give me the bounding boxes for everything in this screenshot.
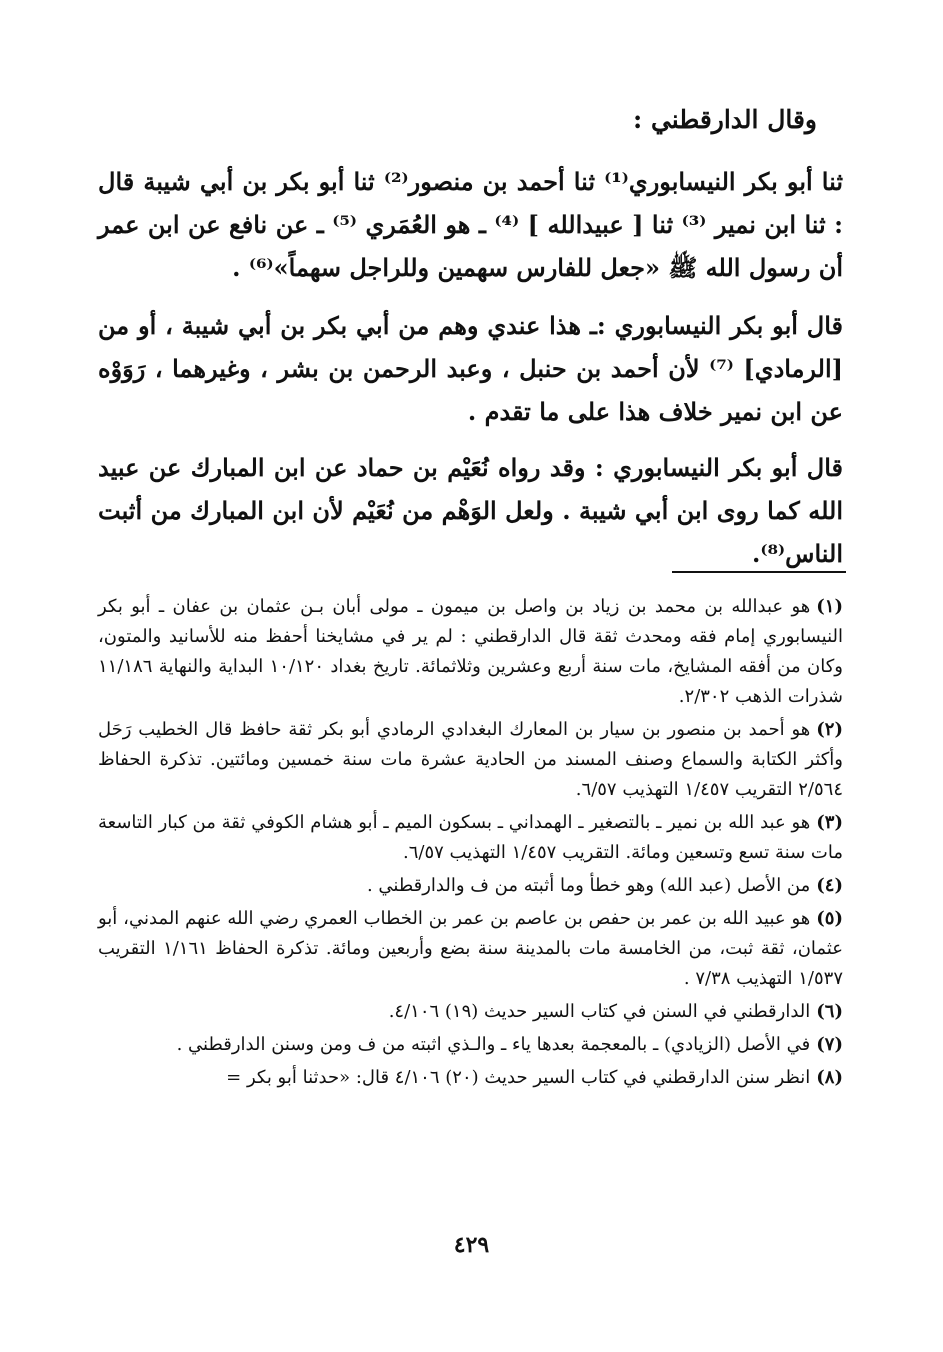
page-number: ٤٢٩: [453, 1232, 490, 1258]
footnote-text: في الأصل (الزيادي) ـ بالمعجمة بعدها ياء ـ والـذي اثبته من ف ومن وسنن الدارقطني .: [176, 1034, 811, 1055]
footnote-number: (٧): [816, 1034, 843, 1055]
footnote-text: هو عبيد الله بن عمر بن حفص بن عاصم بن عمر بن الخطاب العمري رضي الله عنهم المدني، أبو عثمان، ثقة ثبت، من الخامسة مات بالمدينة سنة بضع وأربعين ومائة. تذكرة الحفاظ ١/١٦١ التقريب ١/٥٣٧ التهذيب ٧/٣٨ .: [98, 908, 843, 989]
footnote-number: (٥): [816, 908, 843, 929]
footnote-divider: [672, 571, 846, 573]
footnote-number: (٨): [816, 1067, 843, 1088]
footnote-6: [98, 997, 843, 1027]
footnote-text: من الأصل (عبد الله) وهو خطأ وما أثبته من ف والدارقطني .: [366, 875, 811, 896]
footnote-5: [98, 904, 843, 994]
footnote-2: [98, 715, 843, 805]
footnote-number: (٣): [816, 812, 843, 833]
footnote-text: الدارقطني في السنن في كتاب السير حديث (١٩) ٤/١٠٦.: [388, 1001, 811, 1022]
commentary-paragraph-1: قال أبو بكر النيسابوري :ـ هذا عندي وهم من أبي بكر بن أبي شيبة ، أو من [الرمادي] ⁽⁷⁾ لأن أحمد بن حنبل ، وعبد الرحمن بن بشر ، وغيرهما ، رَوَوْه عن ابن نمير خلاف هذا على ما تقدم .: [98, 311, 843, 426]
footnote-number: (١): [816, 596, 843, 617]
footnote-1: [98, 592, 843, 712]
footnote-number: (٤): [816, 875, 843, 896]
footnotes-list: [98, 592, 843, 1096]
hadith-isnad-paragraph: ثنا أبو بكر النيسابوري⁽¹⁾ ثنا أحمد بن منصور⁽²⁾ ثنا أبو بكر بن أبي شيبة قال : ثنا ابن نمير ⁽³⁾ ثنا [ عبيدالله ] ⁽⁴⁾ ـ هو العُمَري ⁽⁵⁾ ـ عن نافع عن ابن عمر أن رسول الله ﷺ «جعل للفارس سهمين وللراجل سهماً»⁽⁶⁾ .: [98, 167, 844, 282]
footnote-number: (٢): [816, 719, 843, 740]
footnote-7: [98, 1030, 843, 1060]
section-heading: وقال الدارقطني :: [633, 105, 817, 134]
footnote-8: [98, 1063, 843, 1093]
footnote-4: [98, 871, 843, 901]
footnote-3: [98, 808, 843, 868]
footnote-text: هو عبد الله بن نمير ـ بالتصغير ـ الهمداني ـ بسكون الميم ـ أبو هشام الكوفي ثقة من كبار التاسعة مات سنة تسع وتسعين ومائة. التقريب ١/٤٥٧ التهذيب ٦/٥٧.: [98, 812, 843, 863]
footnote-text: هو عبدالله بن محمد بن زياد بن واصل بن ميمون ـ مولى أبان بـن عثمان بن عفان ـ أبو بكر النيسابوري إمام فقه ومحدث ثقة قال الدارقطني : لم ير في مشايخنا أحفظ منه للأسانيد والمتون، وكان من أفقه المشايخ، مات سنة أربع وعشرين وثلاثمائة. تاريخ بغداد ١٠/١٢٠ البداية والنهاية ١١/١٨٦ شذرات الذهب ٢/٣٠٢.: [98, 596, 843, 707]
footnote-number: (٦): [816, 1001, 843, 1022]
footnote-text: انظر سنن الدارقطني في كتاب السير حديث (٢٠) ٤/١٠٦ قال: «حدثنا أبو بكر =: [226, 1067, 811, 1088]
footnote-text: هو أحمد بن منصور بن سيار بن المعارك البغدادي الرمادي أبو بكر ثقة حافظ قال الخطيب رَحَل وأكثر الكتابة والسماع وصنف المسند من الحادية عشرة مات سنة خمسين ومائتين. تذكرة الحفاظ ٢/٥٦٤ التقريب ١/٤٥٧ التهذيب ٦/٥٧.: [98, 719, 843, 800]
commentary-paragraph-2: قال أبو بكر النيسابوري : وقد رواه نُعَيْم بن حماد عن ابن المبارك عن عبيد الله كما روى ابن أبي شيبة . ولعل الوَهْم من نُعَيْم لأن ابن المبارك من أثبت الناس⁽⁸⁾.: [98, 453, 843, 568]
